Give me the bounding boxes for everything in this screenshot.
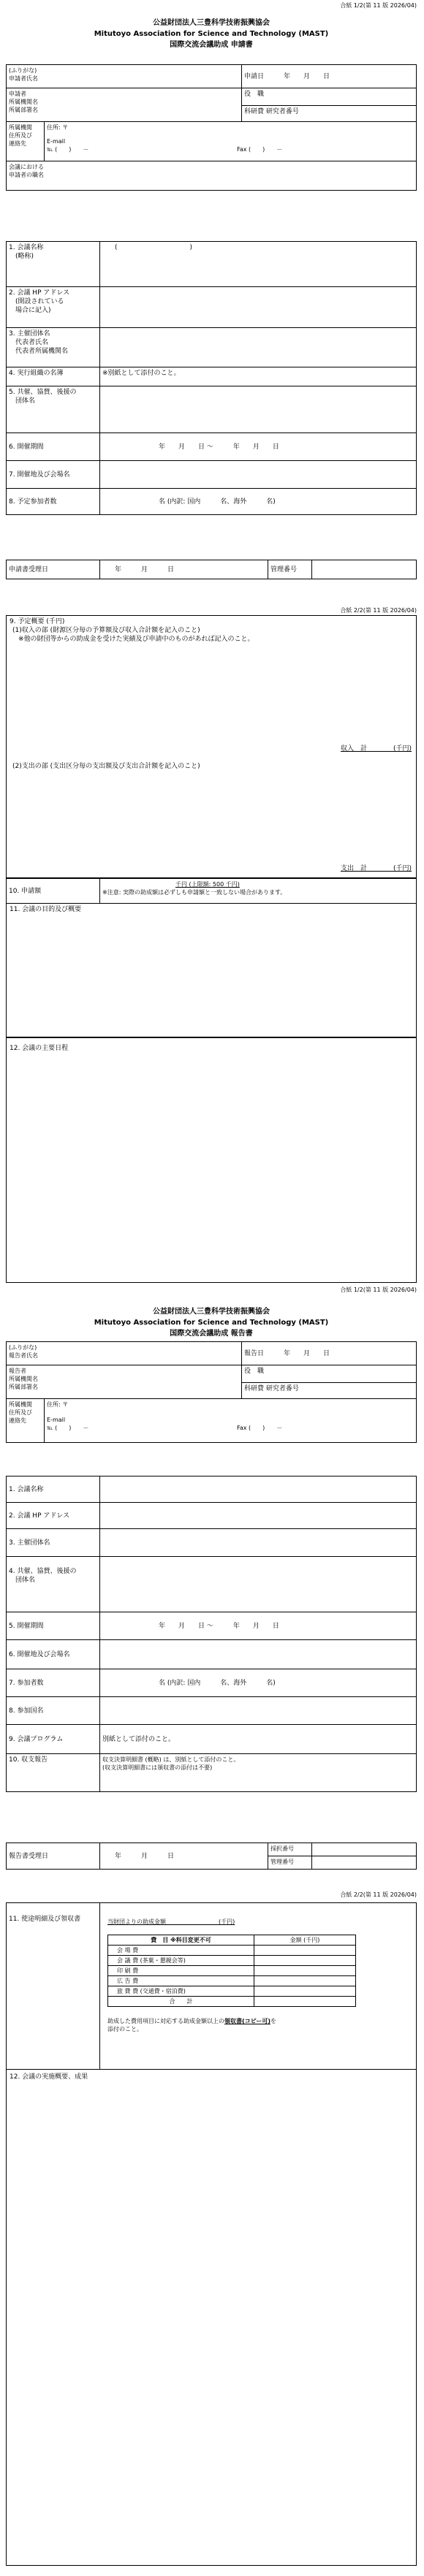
org-addr-label: 所属機関 — [9, 1401, 32, 1408]
org-name-label: 所属機関名 — [9, 99, 38, 105]
rep-received-date: 年 月 日 — [100, 1843, 268, 1870]
item-value[interactable]: 収支決算明細書 (概略) は、別紙として添付のこと。 (収支決算明細書には領収書の添付は不要) — [100, 1754, 417, 1792]
receipt-note: 助成した費用項目に対応する助成金額以上の — [107, 2018, 224, 2024]
rep-received-label: 報告書受理日 — [7, 1843, 100, 1870]
item-label: 8. 参加国名 — [7, 1697, 100, 1725]
item-label: 9. 会議プログラム — [7, 1725, 100, 1754]
item-value[interactable] — [100, 1557, 417, 1612]
contact-field[interactable] — [45, 1399, 417, 1443]
report-items-table — [6, 1476, 417, 1792]
expense-total[interactable]: 支出 計 (千円) — [340, 865, 412, 872]
item-value[interactable] — [100, 386, 417, 433]
mgmt-no-value — [312, 1856, 417, 1870]
summary-label: 12. 会議の実施概要、成果 — [10, 2073, 88, 2081]
income-note: ※他の財団等からの助成金を受けた実績及び申請中のものがあれば記入のこと。 — [18, 636, 254, 643]
office-use-table — [6, 560, 417, 579]
item-value[interactable]: 年 月 日 ～ 年 月 日 — [100, 433, 417, 461]
contact-field[interactable] — [45, 122, 417, 161]
addr-contact-label: 住所及び — [9, 132, 32, 139]
item-label: 3. 主催団体名 代表者氏名 代表者所属機関名 — [7, 328, 100, 367]
tbl-row-label: 広 告 費 — [108, 1976, 254, 1986]
adopt-no-value — [312, 1843, 417, 1856]
contact-label: 連絡先 — [9, 1417, 26, 1424]
mgmt-no-label: 管理番号 — [268, 560, 312, 579]
apply-date-field[interactable]: 申請日 年 月 日 — [242, 65, 417, 88]
expense-breakdown-table — [107, 1935, 356, 2007]
tbl-row-amount[interactable] — [254, 1976, 356, 1986]
item-label: 5. 開催期間 — [7, 1612, 100, 1640]
tbl-row-amount[interactable] — [254, 1986, 356, 1997]
reporter-info-table — [6, 1341, 417, 1443]
adopt-no-label: 採択番号 — [268, 1843, 312, 1856]
applicant-info-table — [6, 64, 417, 191]
item-value[interactable]: 名 (内訳: 国内 名、海外 名) — [100, 1669, 417, 1697]
expense-label: (2)支出の部 (支出区分毎の支出額及び支出合計額を記入のこと) — [12, 763, 200, 770]
zip-label: 住所: 〒 — [47, 1401, 69, 1408]
summary-section[interactable] — [6, 2069, 417, 2566]
item-label: 3. 主催団体名 — [7, 1529, 100, 1557]
tel-label: ℡ ( ) － — [47, 146, 89, 153]
item-value[interactable] — [100, 1529, 417, 1557]
reporter-label: 報告者 — [9, 1368, 26, 1374]
page-1-application — [6, 0, 417, 573]
item-value[interactable]: ※別紙として添付のこと。 — [100, 367, 417, 386]
page-2-application — [6, 606, 417, 1286]
amount-value[interactable]: 千円 (上限額: 500 千円) — [175, 881, 240, 888]
item-value[interactable]: 別紙として添付のこと。 — [100, 1725, 417, 1754]
kaken-field[interactable]: 科研費 研究者番号 — [242, 1383, 417, 1399]
dept-name-label: 所属部署名 — [9, 107, 38, 113]
page-3-report — [6, 1286, 417, 1870]
tbl-row-amount[interactable] — [254, 1946, 356, 1956]
item-label: 4. 実行組織の名簿 — [7, 367, 100, 386]
item-label: 4. 共催、協賛、後援の 団体名 — [7, 1557, 100, 1612]
org-name-jp: 公益財団法人三豊科学技術振興協会 — [153, 19, 270, 27]
item-value[interactable] — [100, 1697, 417, 1725]
org-name-en: Mitutoyo Association for Science and Technology (MAST) — [94, 1319, 329, 1327]
item-value[interactable] — [100, 1503, 417, 1529]
tbl-row-label: 旅 費 費 (交通費・宿泊費) — [108, 1986, 254, 1997]
receipt-note-end: を — [270, 2018, 276, 2024]
amount-table — [6, 878, 417, 904]
tbl-row-label: 会 議 費 (茶菓・懇親会等) — [108, 1956, 254, 1966]
conference-items-table — [6, 241, 417, 515]
org-name-en: Mitutoyo Association for Science and Technology (MAST) — [94, 30, 329, 38]
dept-name-label: 所属部署名 — [9, 1384, 38, 1390]
receipt-note-2: 添付のこと。 — [107, 2026, 143, 2032]
email-label: E-mail — [47, 1417, 66, 1423]
income-label: (1)収入の部 (財源区分毎の予算額及び収入合計額を記入のこと) — [12, 627, 200, 634]
furigana-label: (ふりがな) — [9, 67, 37, 74]
form-title: 国際交流会議助成 報告書 — [170, 1330, 253, 1338]
item-label: 2. 会議 HP アドレス (開設されている 場合に記入) — [7, 287, 100, 328]
page-number: 合紙 1/2(第 11 版 2026/04) — [340, 2, 417, 9]
mgmt-no-value — [312, 560, 417, 579]
purpose-section[interactable] — [6, 903, 417, 1037]
usage-label: 11. 使途明細及び領収書 — [7, 1903, 100, 2070]
zip-label: 住所: 〒 — [47, 124, 69, 131]
form-header — [6, 1306, 417, 1339]
item-value[interactable] — [100, 461, 417, 489]
tbl-row-label: 印 刷 費 — [108, 1966, 254, 1976]
income-total[interactable]: 収入 計 (千円) — [340, 745, 412, 752]
furigana-label: (ふりがな) — [9, 1344, 37, 1351]
grant-amount[interactable]: 当財団よりの助成金額 (千円) — [107, 1918, 235, 1925]
usage-table — [6, 1902, 417, 2070]
amount-note: ※注意: 実際の助成額は必ずしも申請額と一致しない場合があります。 — [102, 889, 287, 896]
report-date-field[interactable]: 報告日 年 月 日 — [242, 1342, 417, 1365]
form-header — [6, 18, 417, 50]
item-value[interactable]: ( ) — [100, 242, 417, 287]
item-value[interactable] — [100, 1476, 417, 1503]
item-value[interactable] — [100, 328, 417, 367]
form-title: 国際交流会議助成 申請書 — [170, 41, 253, 49]
org-name-jp: 公益財団法人三豊科学技術振興協会 — [153, 1308, 270, 1316]
page-4-report — [6, 1891, 417, 2570]
tbl-row-amount[interactable] — [254, 1956, 356, 1966]
received-label: 申請書受理日 — [7, 560, 100, 579]
contact-label: 連絡先 — [9, 140, 26, 147]
item-label: 2. 会議 HP アドレス — [7, 1503, 100, 1529]
tbl-head-item: 費 目 ※科目変更不可 — [108, 1935, 254, 1946]
reporter-name-label: 報告者氏名 — [9, 1352, 38, 1359]
addr-contact-label: 住所及び — [9, 1409, 32, 1416]
tbl-row-amount[interactable] — [254, 1966, 356, 1976]
budget-section — [6, 615, 417, 878]
item-label: 1. 会議名称 — [7, 1476, 100, 1503]
item-value[interactable]: 名 (内訳: 国内 名、海外 名) — [100, 489, 417, 515]
tbl-row-label: 会 場 費 — [108, 1946, 254, 1956]
tbl-head-amount: 金額 (千円) — [254, 1935, 356, 1946]
schedule-section[interactable] — [6, 1037, 417, 1283]
page-number: 合紙 2/2(第 11 版 2026/04) — [340, 1891, 417, 1898]
receipt-emphasis: 領収書(コピー可) — [224, 2018, 270, 2024]
fax-label: Fax ( ) － — [237, 146, 283, 153]
item-label: 6. 開催地及び会場名 — [7, 1640, 100, 1669]
item-value[interactable]: 年 月 日 ～ 年 月 日 — [100, 1612, 417, 1640]
position-field[interactable]: 役 職 — [242, 1365, 417, 1383]
item-label: 10. 収支報告 — [7, 1754, 100, 1792]
amount-label: 10. 申請額 — [7, 879, 100, 904]
email-label: E-mail — [47, 138, 66, 145]
item-label: 7. 開催地及び会場名 — [7, 461, 100, 489]
kaken-field[interactable]: 科研費 研究者番号 — [242, 106, 417, 122]
schedule-label: 12. 会議の主要日程 — [10, 1045, 69, 1052]
item-label: 7. 参加者数 — [7, 1669, 100, 1697]
fax-label: Fax ( ) － — [237, 1425, 283, 1431]
mgmt-no-label: 管理番号 — [268, 1856, 312, 1870]
purpose-label: 11. 会議の目的及び概要 — [10, 906, 82, 913]
page-number: 合紙 2/2(第 11 版 2026/04) — [340, 607, 417, 614]
item-label: 5. 共催、協賛、後援の 団体名 — [7, 386, 100, 433]
org-addr-label: 所属機関 — [9, 124, 32, 131]
rep-in-conf-label: 会議における — [9, 164, 44, 170]
item-label: 8. 予定参加者数 — [7, 489, 100, 515]
tel-label: ℡ ( ) － — [47, 1425, 89, 1431]
rep-name-label: 申請者の職名 — [9, 172, 44, 178]
tbl-row-total: 合 計 — [108, 1997, 254, 2007]
item-value[interactable] — [100, 287, 417, 328]
item-value[interactable] — [100, 1640, 417, 1669]
item-label: 1. 会議名称 (略称) — [7, 242, 100, 287]
item-label: 6. 開催期間 — [7, 433, 100, 461]
tbl-row-amount[interactable] — [254, 1997, 356, 2007]
position-field[interactable]: 役 職 — [242, 88, 417, 106]
received-date: 年 月 日 — [100, 560, 268, 579]
applicant-label: 申請者 — [9, 91, 26, 97]
budget-title: 9. 予定概要 (千円) — [10, 618, 65, 625]
org-name-label: 所属機関名 — [9, 1376, 38, 1382]
office-use-table — [6, 1843, 417, 1870]
applicant-name-label: 申請者氏名 — [9, 75, 38, 82]
page-number: 合紙 1/2(第 11 版 2026/04) — [340, 1287, 417, 1293]
